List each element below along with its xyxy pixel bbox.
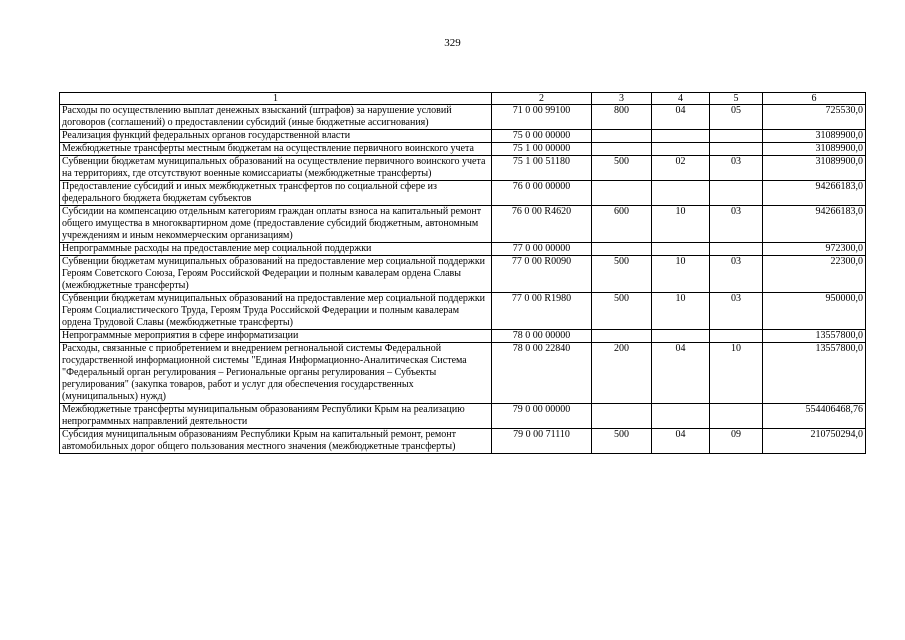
row-expense-type bbox=[592, 143, 652, 156]
header-col-5: 5 bbox=[710, 93, 763, 105]
row-amount: 94266183,0 bbox=[763, 206, 866, 243]
row-subsection: 10 bbox=[710, 343, 763, 404]
row-section: 10 bbox=[652, 206, 710, 243]
row-description: Расходы, связанные с приобретением и внедрением регнональной системы Федеральной государственной информационной системы "Единая Информационно-Аналитическая Система "Федеральный орган регулирования – Региональные органы регулирования – Субъекты регулирования" (закупка товаров, работ и услуг для обеспечения государственных (муниципальных) нужд) bbox=[60, 343, 492, 404]
header-col-1: 1 bbox=[60, 93, 492, 105]
budget-table bbox=[59, 92, 866, 454]
row-target-code: 76 0 00 00000 bbox=[492, 181, 592, 206]
row-subsection bbox=[710, 130, 763, 143]
row-target-code: 75 1 00 00000 bbox=[492, 143, 592, 156]
row-subsection bbox=[710, 404, 763, 429]
header-col-4: 4 bbox=[652, 93, 710, 105]
row-expense-type: 500 bbox=[592, 293, 652, 330]
row-section bbox=[652, 404, 710, 429]
row-target-code: 76 0 00 R4620 bbox=[492, 206, 592, 243]
row-section bbox=[652, 243, 710, 256]
table-row bbox=[60, 130, 866, 143]
row-amount: 31089900,0 bbox=[763, 156, 866, 181]
row-description: Субвенции бюджетам муниципальных образований на осуществление первичного воинского учета на территориях, где отсутствуют военные комиссариаты (межбюджетные трансферты) bbox=[60, 156, 492, 181]
row-expense-type bbox=[592, 130, 652, 143]
header-col-3: 3 bbox=[592, 93, 652, 105]
row-subsection: 03 bbox=[710, 206, 763, 243]
row-section bbox=[652, 330, 710, 343]
row-description: Непрограммные мероприятия в сфере информатизации bbox=[60, 330, 492, 343]
row-expense-type: 800 bbox=[592, 105, 652, 130]
row-subsection bbox=[710, 330, 763, 343]
row-subsection: 05 bbox=[710, 105, 763, 130]
row-amount: 94266183,0 bbox=[763, 181, 866, 206]
row-description: Межбюджетные трансферты муниципальным образованиям Республики Крым на реализацию непрограммных направлений деятельности bbox=[60, 404, 492, 429]
row-section bbox=[652, 181, 710, 206]
row-description: Непрограммные расходы на предоставление мер социальной поддержки bbox=[60, 243, 492, 256]
row-expense-type bbox=[592, 243, 652, 256]
row-description: Субсидия муниципальным образованиям Республики Крым на капитальный ремонт, ремонт автомобильных дорог общего пользования местного значения (межбюджетные трансферты) bbox=[60, 429, 492, 454]
row-section: 04 bbox=[652, 105, 710, 130]
table-row bbox=[60, 105, 866, 130]
row-target-code: 79 0 00 71110 bbox=[492, 429, 592, 454]
row-amount: 554406468,76 bbox=[763, 404, 866, 429]
row-target-code: 75 0 00 00000 bbox=[492, 130, 592, 143]
row-section: 04 bbox=[652, 343, 710, 404]
row-amount: 22300,0 bbox=[763, 256, 866, 293]
row-amount: 210750294,0 bbox=[763, 429, 866, 454]
row-expense-type: 500 bbox=[592, 429, 652, 454]
header-col-6: 6 bbox=[763, 93, 866, 105]
row-target-code: 77 0 00 R0090 bbox=[492, 256, 592, 293]
row-amount: 31089900,0 bbox=[763, 143, 866, 156]
table-row bbox=[60, 293, 866, 330]
table-row bbox=[60, 330, 866, 343]
table-row bbox=[60, 429, 866, 454]
table-row bbox=[60, 181, 866, 206]
header-col-2: 2 bbox=[492, 93, 592, 105]
row-description: Межбюджетные трансферты местным бюджетам на осуществление первичного воинского учета bbox=[60, 143, 492, 156]
table-row bbox=[60, 343, 866, 404]
row-description: Субвенции бюджетам муниципальных образований на предоставление мер социальной поддержки Героям Советского Союза, Героям Российской Федерации и полным кавалерам ордена Славы (межбюджетные трансферты) bbox=[60, 256, 492, 293]
row-description: Субсидии на компенсацию отдельным категориям граждан оплаты взноса на капитальный ремонт общего имущества в многоквартирном доме (предоставление субсидий бюджетным, автономным учреждениям и иным некоммерческим организациям) bbox=[60, 206, 492, 243]
row-subsection bbox=[710, 143, 763, 156]
row-expense-type: 600 bbox=[592, 206, 652, 243]
row-description: Расходы по осуществлению выплат денежных взысканий (штрафов) за нарушение условий договоров (соглашений) о предоставлении субсидий (иные бюджетные ассигнования) bbox=[60, 105, 492, 130]
row-amount: 13557800,0 bbox=[763, 343, 866, 404]
row-description: Субвенции бюджетам муниципальных образований на предоставление мер социальной поддержки Героям Социалистического Труда, Героям Труда Российской Федерации и полным кавалерам ордена Трудовой Славы (межбюджетные трансферты) bbox=[60, 293, 492, 330]
row-subsection: 03 bbox=[710, 256, 763, 293]
table-row bbox=[60, 156, 866, 181]
row-target-code: 71 0 00 99100 bbox=[492, 105, 592, 130]
table-header-row bbox=[60, 93, 866, 105]
table-row bbox=[60, 243, 866, 256]
table-row bbox=[60, 143, 866, 156]
row-target-code: 79 0 00 00000 bbox=[492, 404, 592, 429]
row-expense-type: 500 bbox=[592, 156, 652, 181]
row-amount: 950000,0 bbox=[763, 293, 866, 330]
row-section bbox=[652, 143, 710, 156]
row-subsection: 03 bbox=[710, 156, 763, 181]
page-number: 329 bbox=[444, 37, 461, 49]
row-target-code: 78 0 00 22840 bbox=[492, 343, 592, 404]
row-subsection bbox=[710, 181, 763, 206]
row-amount: 31089900,0 bbox=[763, 130, 866, 143]
row-description: Предоставление субсидий и иных межбюджетных трансфертов по социальной сфере из федерального бюджета бюджетам субъектов bbox=[60, 181, 492, 206]
row-expense-type: 500 bbox=[592, 256, 652, 293]
table-row bbox=[60, 404, 866, 429]
row-section: 10 bbox=[652, 293, 710, 330]
row-expense-type bbox=[592, 330, 652, 343]
row-section: 02 bbox=[652, 156, 710, 181]
table-row bbox=[60, 206, 866, 243]
row-amount: 13557800,0 bbox=[763, 330, 866, 343]
row-subsection bbox=[710, 243, 763, 256]
row-subsection: 03 bbox=[710, 293, 763, 330]
row-description: Реализация функций федеральных органов государственной власти bbox=[60, 130, 492, 143]
row-amount: 972300,0 bbox=[763, 243, 866, 256]
row-amount: 725530,0 bbox=[763, 105, 866, 130]
row-target-code: 75 1 00 51180 bbox=[492, 156, 592, 181]
row-target-code: 77 0 00 R1980 bbox=[492, 293, 592, 330]
row-expense-type bbox=[592, 404, 652, 429]
row-expense-type bbox=[592, 181, 652, 206]
row-target-code: 77 0 00 00000 bbox=[492, 243, 592, 256]
row-section: 10 bbox=[652, 256, 710, 293]
table-row bbox=[60, 256, 866, 293]
row-section: 04 bbox=[652, 429, 710, 454]
row-subsection: 09 bbox=[710, 429, 763, 454]
row-target-code: 78 0 00 00000 bbox=[492, 330, 592, 343]
row-expense-type: 200 bbox=[592, 343, 652, 404]
row-section bbox=[652, 130, 710, 143]
